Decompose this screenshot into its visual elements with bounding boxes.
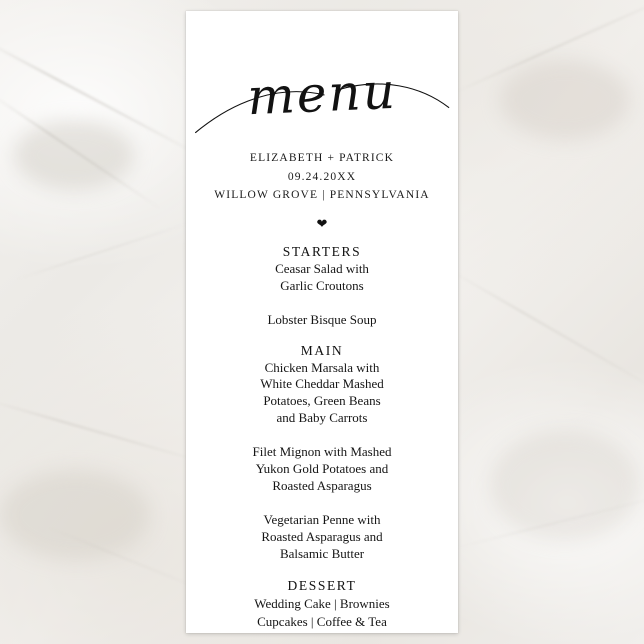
couple-names: ELIZABETH + PATRICK: [249, 152, 395, 164]
marble-vein: [0, 35, 205, 159]
marble-vein: [0, 91, 162, 210]
marble-vein: [14, 221, 195, 281]
marble-blot: [500, 60, 630, 140]
menu-title: [186, 63, 458, 125]
menu-dish: Ceasar Salad with Garlic Croutons: [275, 260, 369, 293]
menu-section: [186, 578, 458, 629]
menu-dish: Wedding Cake | Brownies Cupcakes | Coffee & Tea: [254, 596, 390, 629]
wedding-menu-card: [186, 11, 458, 633]
marble-blot: [0, 470, 150, 560]
menu-section-title: MAIN: [300, 342, 344, 358]
menu-dish: Vegetarian Penne with Roasted Asparagus and Balsamic Butter: [261, 511, 383, 561]
event-details: [186, 149, 458, 205]
menu-dish: Chicken Marsala with White Cheddar Mashed Potatoes, Green Beans and Baby Carrots: [260, 359, 384, 426]
menu-section: [186, 244, 458, 329]
menu-title-text: menu: [246, 61, 398, 127]
menu-dish: Lobster Bisque Soup: [267, 311, 377, 327]
marble-vein: [451, 0, 644, 94]
marble-vein: [0, 398, 206, 463]
menu-section-title: STARTERS: [282, 243, 362, 259]
menu-section: [186, 343, 458, 563]
marble-blot: [14, 120, 134, 190]
marble-vein: [446, 268, 644, 395]
menu-dish: Filet Mignon with Mashed Yukon Gold Potatoes and Roasted Asparagus: [252, 444, 392, 493]
menu-section-title: DESSERT: [287, 578, 357, 594]
menu-sections: [186, 244, 458, 630]
event-date: 09.24.20XX: [287, 170, 357, 183]
marble-vein: [453, 492, 644, 549]
event-location: WILLOW GROVE | PENNSYLVANIA: [214, 189, 430, 202]
marble-blot: [490, 430, 640, 540]
heart-icon: ❤: [316, 215, 328, 231]
